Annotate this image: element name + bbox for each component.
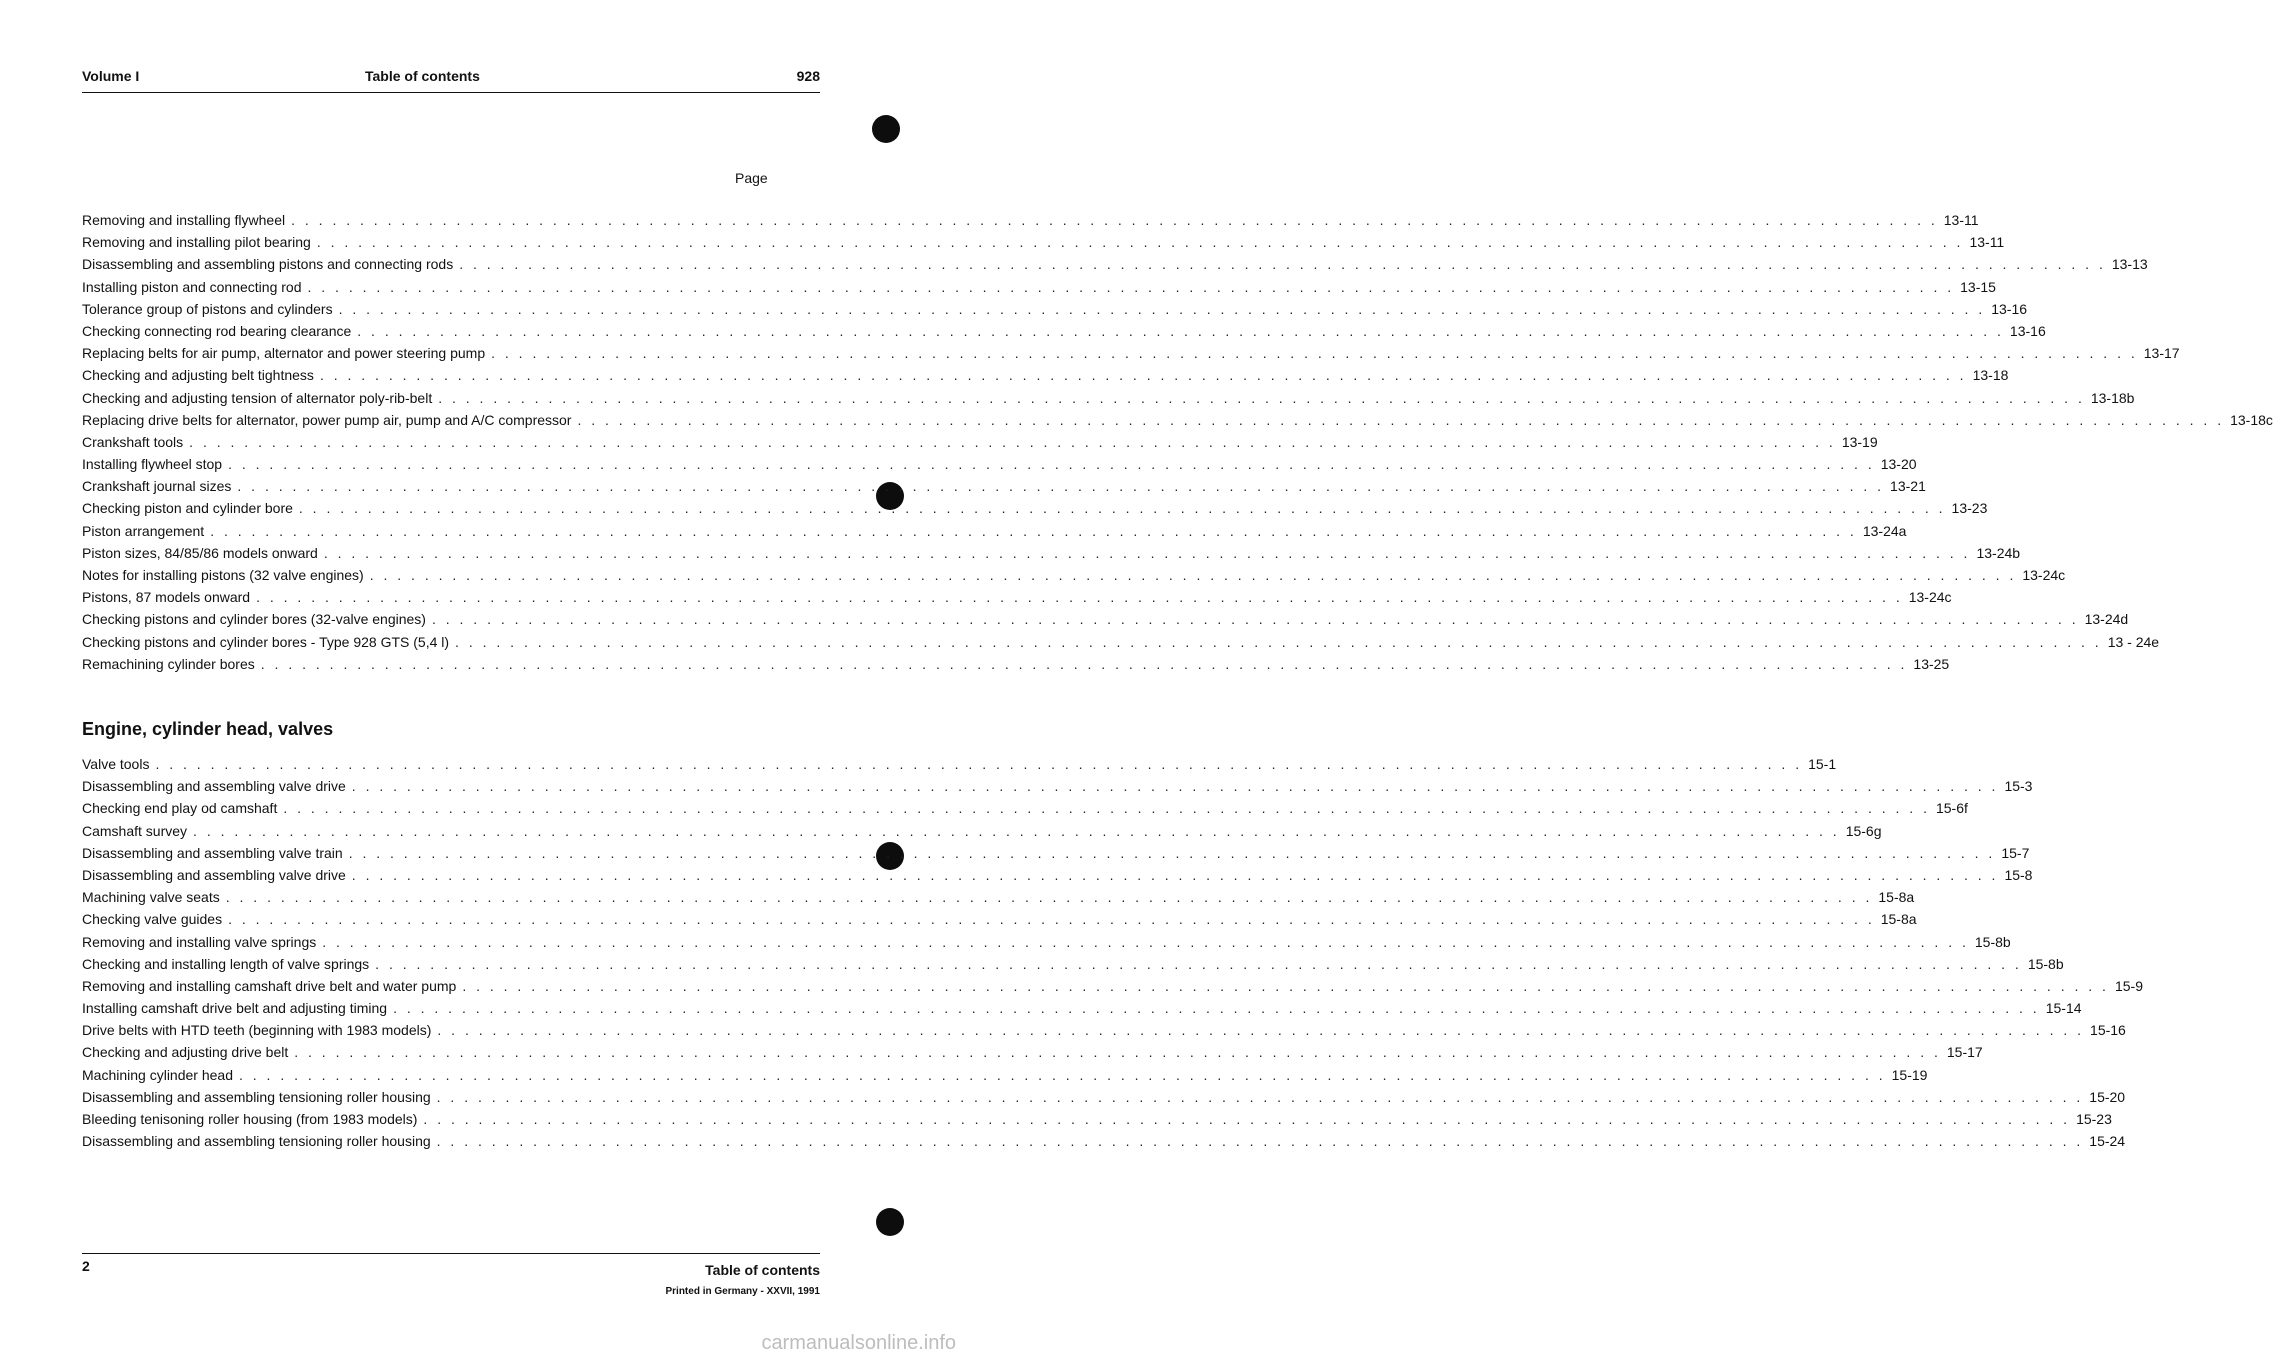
toc-entry	[82, 456, 1917, 478]
toc-entry	[82, 433, 1878, 456]
dot-leader: . . . . . . . . . . . . . . . . . . . . . . . . . . . . . . . . . . . . . . . . . . . . . . . . . . . . . . . . . . . . . . . . . . . . . . . . . . . . . . . . . . . . . . . . . . . . . . . . . . . . . . . . . . . . . . . . . . . . . . . .	[436, 1088, 2084, 1105]
dot-leader: . . . . . . . . . . . . . . . . . . . . . . . . . . . . . . . . . . . . . . . . . . . . . . . . . . . . . . . . . . . . . . . . . . . . . . . . . . . . . . . . . . . . . . . . . . . . . . . . . . . . . . . . . . . . . . . . . . . . . . . .	[437, 1022, 2085, 1039]
dot-leader: . . . . . . . . . . . . . . . . . . . . . . . . . . . . . . . . . . . . . . . . . . . . . . . . . . . . . . . . . . . . . . . . . . . . . . . . . . . . . . . . . . . . . . . . . . . . . . . . . . . . . . . . . . . . . . . . . . . . . . . .	[351, 866, 1999, 883]
toc-entry-title: Checking piston and cylinder bore	[82, 500, 293, 517]
toc-entry	[82, 911, 1917, 933]
toc-entry-title: Bleeding tenisoning roller housing (from 1983 models)	[82, 1111, 418, 1127]
toc-entry	[82, 800, 1968, 822]
toc-entry-title: Removing and installing pilot bearing	[82, 234, 311, 251]
toc-entry	[82, 345, 2180, 367]
toc-entry-title: Remachining cylinder bores	[82, 655, 255, 672]
dot-leader: . . . . . . . . . . . . . . . . . . . . . . . . . . . . . . . . . . . . . . . . . . . . . . . . . . . . . . . . . . . . . . . . . . . . . . . . . . . . . . . . . . . . . . . . . . . . . . . . . . . . . . . . . . . . . . . . . . . . . . . .	[228, 456, 1875, 473]
toc-entry-page: 15-8a	[1880, 911, 1917, 928]
toc-entry	[82, 1066, 1928, 1089]
toc-entry	[82, 822, 1882, 845]
toc-entry-title: Checking pistons and cylinder bores - Type 928 GTS (5,4 l)	[82, 633, 450, 650]
dot-leader: . . . . . . . . . . . . . . . . . . . . . . . . . . . . . . . . . . . . . . . . . . . . . . . . . . . . . . . . . . . . . . . . . . . . . . . . . . . . . . . . . . . . . . . . . . . . . . . . . . . . . . . . . . . . . . . . . . . . . . . .	[375, 955, 2022, 972]
toc-entry	[82, 1000, 2082, 1022]
toc-entry-page: 13-13	[2111, 256, 2148, 273]
toc-entry-title: Disassembling and assembling valve drive	[82, 866, 346, 883]
toc-entry	[82, 234, 2005, 256]
dot-leader: . . . . . . . . . . . . . . . . . . . . . . . . . . . . . . . . . . . . . . . . . . . . . . . . . . . . . . . . . . . . . . . . . . . . . . . . . . . . . . . . . . . . . . . . . . . . . . . . . . . . . . . . . . . . . . . . . . . . . . . .	[189, 433, 1836, 450]
dot-leader: . . . . . . . . . . . . . . . . . . . . . . . . . . . . . . . . . . . . . . . . . . . . . . . . . . . . . . . . . . . . . . . . . . . . . . . . . . . . . . . . . . . . . . . . . . . . . . . . . . . . . . . . . . . . . . . . . . . . . . . .	[155, 756, 1803, 772]
toc-entry-page: 15-24	[2089, 1133, 2126, 1150]
toc-entry-title: Crankshaft journal sizes	[82, 478, 232, 495]
toc-entry	[82, 322, 2046, 345]
toc-entry-page: 15-1	[1808, 756, 1837, 772]
dot-leader: . . . . . . . . . . . . . . . . . . . . . . . . . . . . . . . . . . . . . . . . . . . . . . . . . . . . . . . . . . . . . . . . . . . . . . . . . . . . . . . . . . . . . . . . . . . . . . . . . . . . . . . . . . . . . . . . . . . . . . . .	[319, 367, 1967, 384]
dot-leader: . . . . . . . . . . . . . . . . . . . . . . . . . . . . . . . . . . . . . . . . . . . . . . . . . . . . . . . . . . . . . . . . . . . . . . . . . . . . . . . . . . . . . . . . . . . . . . . . . . . . . . . . . . . . . . . . . . . . . . . .	[357, 322, 2004, 339]
toc-entry-page: 15-23	[2076, 1111, 2112, 1127]
dot-leader: . . . . . . . . . . . . . . . . . . . . . . . . . . . . . . . . . . . . . . . . . . . . . . . . . . . . . . . . . . . . . . . . . . . . . . . . . . . . . . . . . . . . . . . . . . . . . . . . . . . . . . . . . . . . . . . . . . . . . . . .	[283, 800, 1930, 817]
toc-entry-title: Disassembling and assembling pistons and connecting rods	[82, 256, 454, 273]
toc-entry	[82, 522, 1907, 545]
toc-entry-title: Notes for installing pistons (32 valve engines)	[82, 567, 364, 583]
toc-entry-page: 15-8a	[1878, 889, 1915, 906]
toc-entry	[82, 756, 1837, 778]
toc-entry-page: 13-18c	[2230, 411, 2273, 428]
header-rule	[82, 92, 820, 93]
toc-entry	[82, 389, 2135, 412]
dot-leader: . . . . . . . . . . . . . . . . . . . . . . . . . . . . . . . . . . . . . . . . . . . . . . . . . . . . . . . . . . . . . . . . . . . . . . . . . . . . . . . . . . . . . . . . . . . . . . . . . . . . . . . . . . . . . . . . . . . . . . . .	[307, 278, 1955, 295]
toc-entry-page: 13-24c	[2022, 567, 2066, 583]
dot-leader: . . . . . . . . . . . . . . . . . . . . . . . . . . . . . . . . . . . . . . . . . . . . . . . . . . . . . . . . . . . . . . . . . . . . . . . . . . . . . . . . . . . . . . . . . . . . . . . . . . . . . . . . . . . . . . . . . . . . . . . .	[455, 633, 2102, 650]
dot-leader: . . . . . . . . . . . . . . . . . . . . . . . . . . . . . . . . . . . . . . . . . . . . . . . . . . . . . . . . . . . . . . . . . . . . . . . . . . . . . . . . . . . . . . . . . . . . . . . . . . . . . . . . . . . . . . . . . . . . . . . .	[298, 500, 1946, 517]
toc-entry-page: 15-14	[2045, 1000, 2082, 1017]
toc-entry	[82, 411, 2273, 434]
toc-entry-page: 15-3	[2004, 778, 2033, 795]
model-number: 928	[796, 68, 820, 84]
dot-leader: . . . . . . . . . . . . . . . . . . . . . . . . . . . . . . . . . . . . . . . . . . . . . . . . . . . . . . . . . . . . . . . . . . . . . . . . . . . . . . . . . . . . . . . . . . . . . . . . . . . . . . . . . . . . . . . . . . . . . . . .	[423, 1111, 2071, 1127]
watermark: carmanualsonline.info	[761, 1332, 956, 1354]
toc-entry-page: 13-18b	[2090, 389, 2135, 406]
toc-entry-title: Checking connecting rod bearing clearance	[82, 322, 352, 339]
toc-entry	[82, 278, 1996, 301]
toc-entry-title: Checking pistons and cylinder bores (32-valve engines)	[82, 611, 426, 628]
toc-entry-title: Drive belts with HTD teeth (beginning with 1983 models)	[82, 1022, 432, 1039]
toc-entry-page: 13-21	[1890, 478, 1926, 495]
toc-entry	[82, 1088, 2126, 1111]
toc-entry	[82, 1133, 2126, 1155]
toc-entry	[82, 478, 1926, 500]
toc-entry-title: Disassembling and assembling valve drive	[82, 778, 346, 795]
toc-entry-page: 15-9	[2114, 977, 2143, 994]
toc-entry-page: 15-16	[2090, 1022, 2126, 1039]
toc-entry-page: 15-20	[2089, 1088, 2126, 1105]
toc-entry-title: Disassembling and assembling tensioning roller housing	[82, 1088, 431, 1105]
dot-leader: . . . . . . . . . . . . . . . . . . . . . . . . . . . . . . . . . . . . . . . . . . . . . . . . . . . . . . . . . . . . . . . . . . . . . . . . . . . . . . . . . . . . . . . . . . . . . . . . . . . . . . . . . . . . . . . . . . . . . . . .	[210, 522, 1857, 539]
toc-entry-page: 13-16	[1991, 300, 2028, 317]
toc-entry	[82, 866, 2033, 889]
toc-entry-title: Installing flywheel stop	[82, 456, 223, 473]
toc-entry	[82, 1022, 2126, 1044]
footer-title: Table of contents	[705, 1262, 820, 1278]
dot-leader: . . . . . . . . . . . . . . . . . . . . . . . . . . . . . . . . . . . . . . . . . . . . . . . . . . . . . . . . . . . . . . . . . . . . . . . . . . . . . . . . . . . . . . . . . . . . . . . . . . . . . . . . . . . . . . . . . . . . . . . .	[228, 911, 1875, 928]
toc-entry-page: 15-8	[2004, 866, 2033, 883]
toc-entry	[82, 1044, 1983, 1066]
dot-leader: . . . . . . . . . . . . . . . . . . . . . . . . . . . . . . . . . . . . . . . . . . . . . . . . . . . . . . . . . . . . . . . . . . . . . . . . . . . . . . . . . . . . . . . . . . . . . . . . . . . . . . . . . . . . . . . . . . . . . . . .	[238, 1066, 1886, 1083]
toc-entry	[82, 589, 1952, 611]
toc-entry-title: Removing and installing flywheel	[82, 212, 286, 228]
toc-list-part-2	[82, 756, 2143, 1155]
dot-leader: . . . . . . . . . . . . . . . . . . . . . . . . . . . . . . . . . . . . . . . . . . . . . . . . . . . . . . . . . . . . . . . . . . . . . . . . . . . . . . . . . . . . . . . . . . . . . . . . . . . . . . . . . . . . . . . . . . . . . . . .	[491, 345, 2138, 362]
dot-leader: . . . . . . . . . . . . . . . . . . . . . . . . . . . . . . . . . . . . . . . . . . . . . . . . . . . . . . . . . . . . . . . . . . . . . . . . . . . . . . . . . . . . . . . . . . . . . . . . . . . . . . . . . . . . . . . . . . . . . . . .	[316, 234, 1964, 251]
toc-entry-title: Machining valve seats	[82, 889, 220, 906]
toc-entry-page: 13-16	[2009, 322, 2046, 339]
toc-entry-title: Valve tools	[82, 756, 150, 772]
toc-entry-title: Installing camshaft drive belt and adjusting timing	[82, 1000, 388, 1017]
toc-entry-page: 15-8b	[1974, 933, 2011, 950]
toc-entry	[82, 300, 2028, 323]
toc-entry-title: Checking and adjusting tension of alternator poly-rib-belt	[82, 389, 433, 406]
toc-entry	[82, 611, 2129, 633]
dot-leader: . . . . . . . . . . . . . . . . . . . . . . . . . . . . . . . . . . . . . . . . . . . . . . . . . . . . . . . . . . . . . . . . . . . . . . . . . . . . . . . . . . . . . . . . . . . . . . . . . . . . . . . . . . . . . . . . . . . . . . . .	[462, 977, 2109, 994]
dot-leader: . . . . . . . . . . . . . . . . . . . . . . . . . . . . . . . . . . . . . . . . . . . . . . . . . . . . . . . . . . . . . . . . . . . . . . . . . . . . . . . . . . . . . . . . . . . . . . . . . . . . . . . . . . . . . . . . . . . . . . . .	[225, 889, 1873, 906]
dot-leader: . . . . . . . . . . . . . . . . . . . . . . . . . . . . . . . . . . . . . . . . . . . . . . . . . . . . . . . . . . . . . . . . . . . . . . . . . . . . . . . . . . . . . . . . . . . . . . . . . . . . . . . . . . . . . . . . . . . . . . . .	[323, 544, 1971, 561]
header-title: Table of contents	[365, 68, 480, 84]
volume-label: Volume I	[82, 68, 140, 84]
toc-entry-page: 13-17	[2143, 345, 2180, 362]
toc-entry	[82, 500, 1988, 522]
toc-entry	[82, 778, 2033, 800]
dot-leader: . . . . . . . . . . . . . . . . . . . . . . . . . . . . . . . . . . . . . . . . . . . . . . . . . . . . . . . . . . . . . . . . . . . . . . . . . . . . . . . . . . . . . . . . . . . . . . . . . . . . . . . . . . . . . . . . . . . . . . . .	[322, 933, 1969, 950]
toc-entry-page: 15-19	[1891, 1066, 1928, 1083]
toc-entry-title: Piston arrangement	[82, 522, 205, 539]
toc-entry-title: Checking and installing length of valve springs	[82, 955, 370, 972]
toc-entry	[82, 544, 2021, 567]
toc-entry-title: Removing and installing camshaft drive belt and water pump	[82, 977, 457, 994]
toc-entry	[82, 955, 2064, 978]
page-number: 2	[82, 1258, 90, 1274]
toc-entry-title: Removing and installing valve springs	[82, 933, 317, 950]
toc-entry-page: 13-24c	[1908, 589, 1952, 606]
dot-leader: . . . . . . . . . . . . . . . . . . . . . . . . . . . . . . . . . . . . . . . . . . . . . . . . . . . . . . . . . . . . . . . . . . . . . . . . . . . . . . . . . . . . . . . . . . . . . . . . . . . . . . . . . . . . . . . . . . . . . . . .	[577, 411, 2225, 428]
toc-entry-page: 13-11	[1943, 212, 1979, 228]
dot-leader: . . . . . . . . . . . . . . . . . . . . . . . . . . . . . . . . . . . . . . . . . . . . . . . . . . . . . . . . . . . . . . . . . . . . . . . . . . . . . . . . . . . . . . . . . . . . . . . . . . . . . . . . . . . . . . . . . . . . . . . .	[294, 1044, 1941, 1061]
toc-entry-page: 15-17	[1946, 1044, 1983, 1061]
toc-entry-title: Installing piston and connecting rod	[82, 278, 302, 295]
binder-hole-icon	[876, 1208, 904, 1236]
dot-leader: . . . . . . . . . . . . . . . . . . . . . . . . . . . . . . . . . . . . . . . . . . . . . . . . . . . . . . . . . . . . . . . . . . . . . . . . . . . . . . . . . . . . . . . . . . . . . . . . . . . . . . . . . . . . . . . . . . . . . . . .	[459, 256, 2106, 273]
dot-leader: . . . . . . . . . . . . . . . . . . . . . . . . . . . . . . . . . . . . . . . . . . . . . . . . . . . . . . . . . . . . . . . . . . . . . . . . . . . . . . . . . . . . . . . . . . . . . . . . . . . . . . . . . . . . . . . . . . . . . . . .	[338, 300, 1986, 317]
dot-leader: . . . . . . . . . . . . . . . . . . . . . . . . . . . . . . . . . . . . . . . . . . . . . . . . . . . . . . . . . . . . . . . . . . . . . . . . . . . . . . . . . . . . . . . . . . . . . . . . . . . . . . . . . . . . . . . . . . . . . . . .	[431, 611, 2079, 628]
dot-leader: . . . . . . . . . . . . . . . . . . . . . . . . . . . . . . . . . . . . . . . . . . . . . . . . . . . . . . . . . . . . . . . . . . . . . . . . . . . . . . . . . . . . . . . . . . . . . . . . . . . . . . . . . . . . . . . . . . . . . . . .	[291, 212, 1938, 228]
toc-entry-title: Tolerance group of pistons and cylinders	[82, 300, 333, 317]
toc-entry-page: 13-19	[1841, 433, 1878, 450]
toc-entry-page: 13-24b	[1976, 544, 2021, 561]
toc-entry-page: 13-15	[1960, 278, 1996, 295]
toc-entry-title: Machining cylinder head	[82, 1066, 233, 1083]
toc-entry-page: 13-24a	[1862, 522, 1907, 539]
toc-entry	[82, 256, 2148, 278]
toc-entry-page: 15-6g	[1845, 822, 1882, 839]
toc-entry	[82, 977, 2143, 1000]
toc-entry-title: Pistons, 87 models onward	[82, 589, 251, 606]
dot-leader: . . . . . . . . . . . . . . . . . . . . . . . . . . . . . . . . . . . . . . . . . . . . . . . . . . . . . . . . . . . . . . . . . . . . . . . . . . . . . . . . . . . . . . . . . . . . . . . . . . . . . . . . . . . . . . . . . . . . . . . .	[348, 844, 1996, 861]
toc-entry-page: 13-11	[1969, 234, 2005, 251]
page-column-label: Page	[735, 170, 768, 186]
toc-entry-page: 13-20	[1880, 456, 1917, 473]
toc-entry-page: 15-6f	[1935, 800, 1968, 817]
section-heading: Engine, cylinder head, valves	[82, 719, 334, 739]
toc-entry	[82, 933, 2011, 956]
toc-entry-title: Crankshaft tools	[82, 433, 184, 450]
toc-entry-title: Checking and adjusting drive belt	[82, 1044, 289, 1061]
toc-entry-title: Checking end play od camshaft	[82, 800, 278, 817]
binder-hole-icon	[872, 115, 900, 143]
toc-entry	[82, 1111, 2112, 1133]
toc-entry-page: 13 - 24e	[2107, 633, 2160, 650]
toc-entry-page: 13-23	[1951, 500, 1988, 517]
print-info: Printed in Germany - XXVII, 1991	[665, 1286, 820, 1297]
toc-entry-title: Camshaft survey	[82, 822, 188, 839]
toc-entry-title: Piston sizes, 84/85/86 models onward	[82, 544, 318, 561]
page-header	[82, 68, 820, 90]
toc-entry-page: 13-24d	[2084, 611, 2129, 628]
toc-entry	[82, 367, 2009, 389]
toc-entry-page: 15-7	[2001, 844, 2030, 861]
toc-entry-title: Checking and adjusting belt tightness	[82, 367, 314, 384]
dot-leader: . . . . . . . . . . . . . . . . . . . . . . . . . . . . . . . . . . . . . . . . . . . . . . . . . . . . . . . . . . . . . . . . . . . . . . . . . . . . . . . . . . . . . . . . . . . . . . . . . . . . . . . . . . . . . . . . . . . . . . . .	[256, 589, 1903, 606]
toc-entry	[82, 633, 2160, 656]
toc-list-part-1	[82, 212, 2273, 678]
toc-entry	[82, 889, 1915, 911]
dot-leader: . . . . . . . . . . . . . . . . . . . . . . . . . . . . . . . . . . . . . . . . . . . . . . . . . . . . . . . . . . . . . . . . . . . . . . . . . . . . . . . . . . . . . . . . . . . . . . . . . . . . . . . . . . . . . . . . . . . . . . . .	[260, 655, 1908, 672]
toc-entry-page: 15-8b	[2027, 955, 2064, 972]
dot-leader: . . . . . . . . . . . . . . . . . . . . . . . . . . . . . . . . . . . . . . . . . . . . . . . . . . . . . . . . . . . . . . . . . . . . . . . . . . . . . . . . . . . . . . . . . . . . . . . . . . . . . . . . . . . . . . . . . . . . . . . .	[436, 1133, 2084, 1150]
dot-leader: . . . . . . . . . . . . . . . . . . . . . . . . . . . . . . . . . . . . . . . . . . . . . . . . . . . . . . . . . . . . . . . . . . . . . . . . . . . . . . . . . . . . . . . . . . . . . . . . . . . . . . . . . . . . . . . . . . . . . . . .	[237, 478, 1885, 495]
toc-entry-title: Disassembling and assembling tensioning roller housing	[82, 1133, 431, 1150]
toc-entry	[82, 655, 1950, 678]
toc-entry-title: Replacing drive belts for alternator, power pump air, pump and A/C compressor	[82, 411, 572, 428]
toc-entry-title: Replacing belts for air pump, alternator and power steering pump	[82, 345, 486, 362]
dot-leader: . . . . . . . . . . . . . . . . . . . . . . . . . . . . . . . . . . . . . . . . . . . . . . . . . . . . . . . . . . . . . . . . . . . . . . . . . . . . . . . . . . . . . . . . . . . . . . . . . . . . . . . . . . . . . . . . . . . . . . . .	[351, 778, 1999, 795]
toc-entry-page: 13-25	[1913, 655, 1950, 672]
dot-leader: . . . . . . . . . . . . . . . . . . . . . . . . . . . . . . . . . . . . . . . . . . . . . . . . . . . . . . . . . . . . . . . . . . . . . . . . . . . . . . . . . . . . . . . . . . . . . . . . . . . . . . . . . . . . . . . . . . . . . . . .	[393, 1000, 2040, 1017]
dot-leader: . . . . . . . . . . . . . . . . . . . . . . . . . . . . . . . . . . . . . . . . . . . . . . . . . . . . . . . . . . . . . . . . . . . . . . . . . . . . . . . . . . . . . . . . . . . . . . . . . . . . . . . . . . . . . . . . . . . . . . . .	[193, 822, 1840, 839]
toc-entry-page: 13-18	[1972, 367, 2009, 384]
toc-entry	[82, 212, 1979, 234]
toc-entry-title: Disassembling and assembling valve train	[82, 844, 343, 861]
dot-leader: . . . . . . . . . . . . . . . . . . . . . . . . . . . . . . . . . . . . . . . . . . . . . . . . . . . . . . . . . . . . . . . . . . . . . . . . . . . . . . . . . . . . . . . . . . . . . . . . . . . . . . . . . . . . . . . . . . . . . . . .	[438, 389, 2085, 406]
toc-entry	[82, 844, 2030, 867]
dot-leader: . . . . . . . . . . . . . . . . . . . . . . . . . . . . . . . . . . . . . . . . . . . . . . . . . . . . . . . . . . . . . . . . . . . . . . . . . . . . . . . . . . . . . . . . . . . . . . . . . . . . . . . . . . . . . . . . . . . . . . . .	[369, 567, 2017, 583]
toc-entry	[82, 567, 2066, 589]
toc-entry-title: Checking valve guides	[82, 911, 223, 928]
footer-rule	[82, 1253, 820, 1254]
